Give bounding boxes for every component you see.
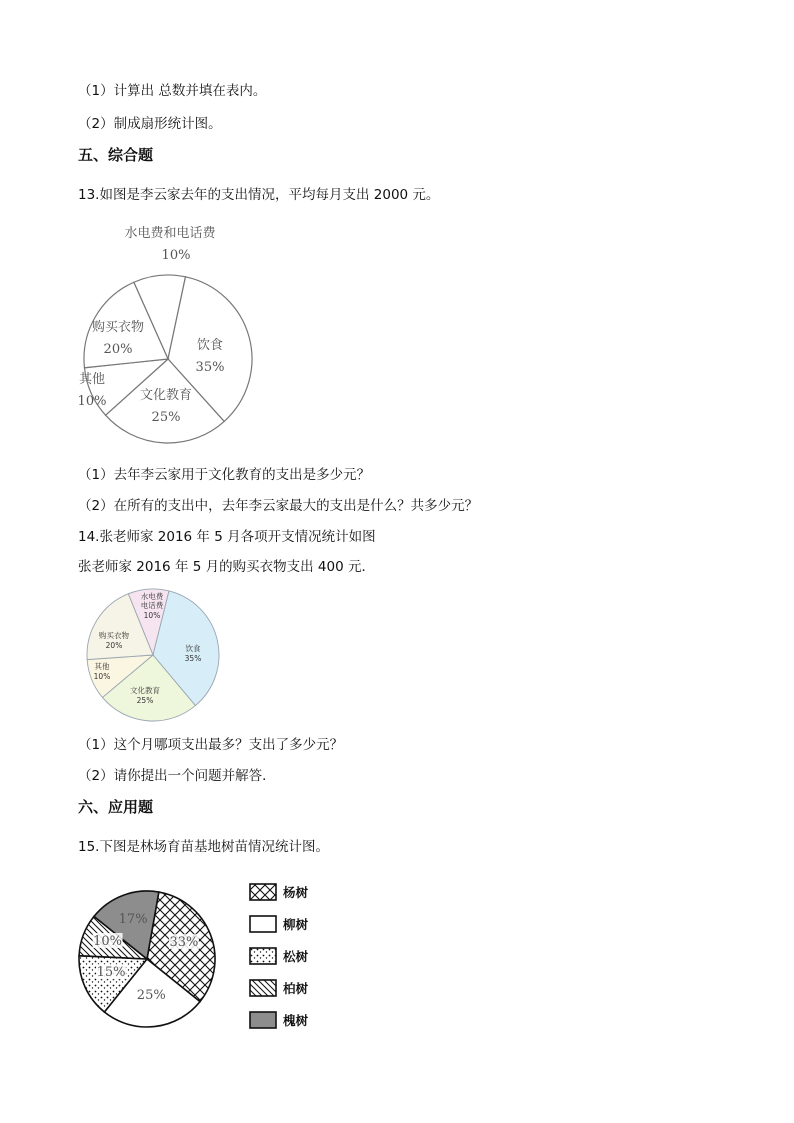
tick-label: 购买衣物	[91, 320, 145, 335]
tick-label: 其他	[94, 662, 110, 671]
q14-pie-chart	[80, 585, 230, 725]
legend-label: 柏树	[283, 981, 309, 996]
tick-label: 文化教育	[139, 388, 193, 403]
data-label: 25%	[136, 696, 154, 705]
data-label: 15%	[96, 965, 126, 981]
legend-label: 槐树	[283, 1013, 309, 1028]
tick-label: 文化教育	[130, 686, 160, 695]
tick-label: 饮食	[185, 644, 201, 653]
legend-swatch	[250, 884, 276, 900]
tick-label: 饮食	[196, 338, 224, 353]
q12-sub2: （2）制成扇形统计图。	[78, 116, 222, 132]
legend-swatch	[250, 980, 276, 996]
legend-swatch	[250, 916, 276, 932]
tick-label: 水电费	[140, 592, 164, 601]
q13-stem: 13.如图是李云家去年的支出情况，平均每月支出 2000 元。	[78, 187, 440, 203]
q14-sub2: （2）请你提出一个问题并解答．	[78, 768, 276, 784]
data-label: 17%	[118, 912, 148, 928]
tick-label: 购买衣物	[99, 631, 129, 640]
q14-stem1: 14.张老师家 2016 年 5 月各项开支情况统计如图	[78, 529, 376, 545]
legend-swatch	[250, 948, 276, 964]
q13-sub2: （2）在所有的支出中，去年李云家最大的支出是什么？共多少元？	[78, 498, 479, 514]
data-label: 35%	[195, 360, 225, 375]
data-label: 25%	[136, 988, 166, 1004]
data-label: 10%	[143, 611, 161, 620]
data-label: 35%	[184, 654, 202, 663]
data-label: 20%	[103, 342, 133, 357]
data-label: 10%	[93, 934, 123, 950]
data-label: 25%	[151, 410, 181, 425]
q14-stem2: 张老师家 2016 年 5 月的购买衣物支出 400 元．	[78, 559, 375, 575]
q14-sub1: （1）这个月哪项支出最多？支出了多少元？	[78, 737, 344, 753]
legend-label: 杨树	[283, 885, 309, 900]
q15-stem: 15.下图是林场育苗基地树苗情况统计图。	[78, 839, 329, 855]
legend-label: 松树	[283, 949, 309, 964]
section6-heading: 六、应用题	[78, 798, 154, 816]
data-label: 10%	[77, 394, 107, 409]
legend-label: 柳树	[283, 917, 309, 932]
data-label: 20%	[105, 641, 123, 650]
data-label: 10%	[93, 672, 111, 681]
data-label: 10%	[161, 248, 191, 263]
q13-pie-chart	[70, 215, 270, 445]
tick-label: 电话费	[140, 601, 164, 610]
q12-sub1: （1）计算出 总数并填在表内。	[78, 83, 267, 99]
legend-swatch	[250, 1012, 276, 1028]
tick-label: 其他	[78, 372, 106, 387]
q13-sub1: （1）去年李云家用于文化教育的支出是多少元？	[78, 467, 371, 483]
q15-pie-chart	[70, 870, 350, 1040]
data-label: 33%	[169, 935, 199, 951]
section5-heading: 五、综合题	[78, 146, 154, 164]
tick-label: 水电费和电话费	[124, 226, 216, 241]
